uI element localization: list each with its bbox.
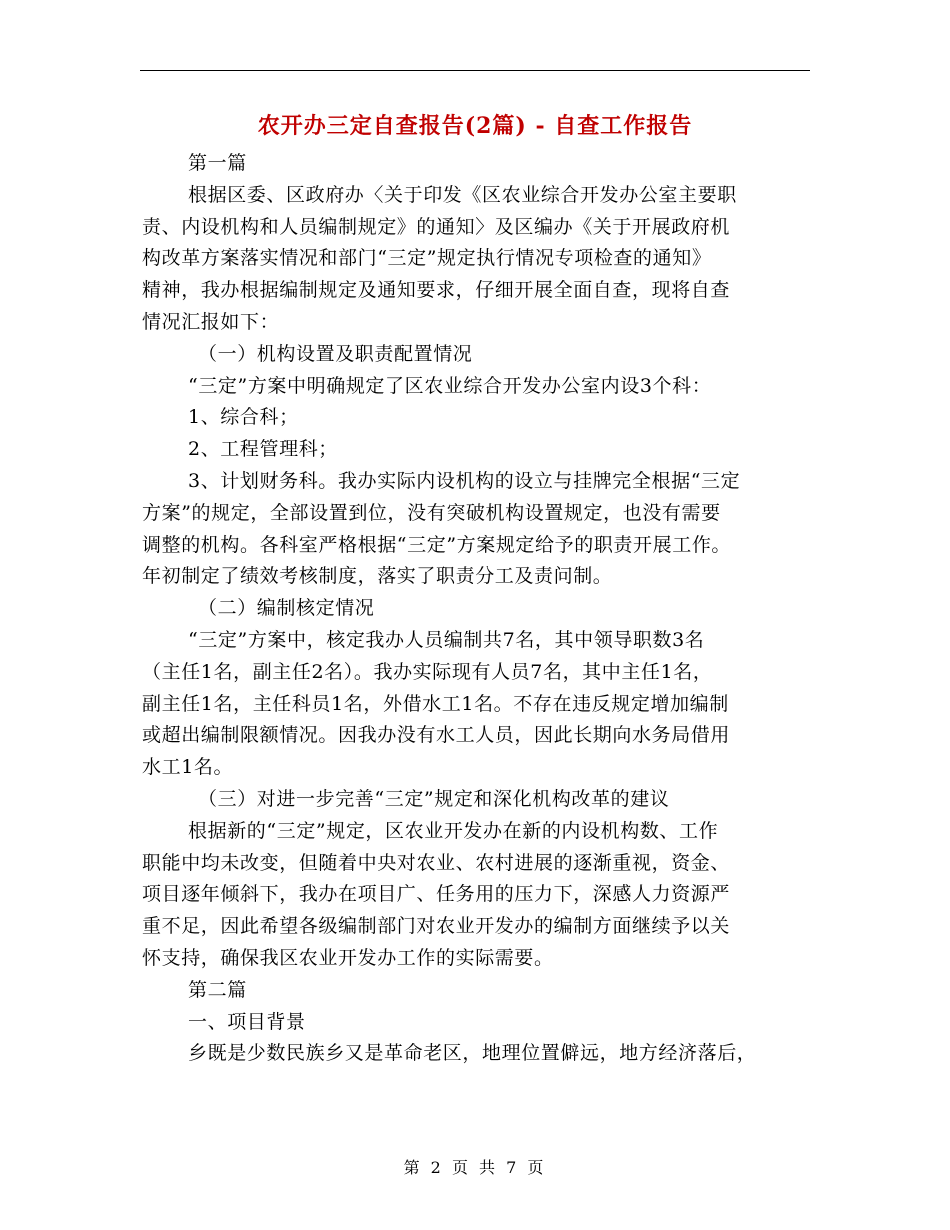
paragraph-line: “三定”方案中明确规定了区农业综合开发办公室内设3个科： (188, 374, 712, 397)
paragraph-line: 副主任1名，主任科员1名，外借水工1名。不存在违反规定增加编制 (142, 692, 729, 715)
subsection-heading: 一、项目背景 (188, 1010, 306, 1033)
paragraph-line: 或超出编制限额情况。因我办没有水工人员，因此长期向水务局借用 (142, 724, 731, 747)
paragraph-line: 年初制定了绩效考核制度，落实了职责分工及责问制。 (142, 565, 613, 588)
paragraph-line: 调整的机构。各科室严格根据“三定”方案规定给予的职责开展工作。 (142, 533, 732, 556)
paragraph-line: （主任1名，副主任2名）。我办实际现有人员7名，其中主任1名， (142, 660, 713, 683)
section-heading: 第一篇 (188, 152, 247, 174)
paragraph-line: 职能中均未改变，但随着中央对农业、农村进展的逐渐重视，资金、 (142, 851, 731, 874)
page-number: 第 2 页 共 7 页 (403, 1158, 547, 1177)
subsection-heading: （二）编制核定情况 (198, 597, 375, 620)
paragraph-line: 方案”的规定，全部设置到位，没有突破机构设置规定，也没有需要 (142, 501, 721, 524)
subsection-heading: （三）对进一步完善“三定”规定和深化机构改革的建议 (198, 787, 670, 810)
paragraph-line: 水工1名。 (142, 756, 234, 779)
document-body (142, 148, 810, 1070)
paragraph-line: 乡既是少数民族乡又是革命老区，地理位置僻远，地方经济落后， (188, 1042, 757, 1065)
paragraph-line: 怀支持，确保我区农业开发办工作的实际需要。 (142, 946, 554, 969)
list-item: 1、综合科； (188, 406, 299, 429)
list-item: 2、工程管理科； (188, 438, 338, 461)
paragraph-line: 重不足，因此希望各级编制部门对农业开发办的编制方面继续予以关 (142, 915, 731, 938)
document-title: 农开办三定自查报告(2篇) - 自查工作报告 (257, 113, 693, 139)
header-rule (140, 70, 810, 71)
paragraph-line: “三定”方案中，核定我办人员编制共7名，其中领导职数3名 (188, 628, 705, 651)
paragraph-line: 情况汇报如下： (142, 310, 280, 333)
paragraph-line: 根据新的“三定”规定，区农业开发办在新的内设机构数、工作 (188, 819, 719, 842)
paragraph-line: 项目逐年倾斜下，我办在项目广、任务用的压力下，深感人力资源严 (142, 883, 731, 906)
paragraph-line: 构改革方案落实情况和部门“三定”规定执行情况专项检查的通知》 (142, 247, 712, 270)
section-heading: 第二篇 (188, 978, 247, 1001)
subsection-heading: （一）机构设置及职责配置情况 (198, 342, 473, 365)
paragraph-line: 责、内设机构和人员编制规定》的通知〉及区编办《关于开展政府机 (142, 215, 731, 238)
list-item: 3、计划财务科。我办实际内设机构的设立与挂牌完全根据“三定 (188, 469, 741, 492)
paragraph-line: 精神，我办根据编制规定及通知要求，仔细开展全面自查，现将自查 (142, 279, 731, 302)
paragraph-line: 根据区委、区政府办〈关于印发《区农业综合开发办公室主要职 (188, 183, 737, 206)
